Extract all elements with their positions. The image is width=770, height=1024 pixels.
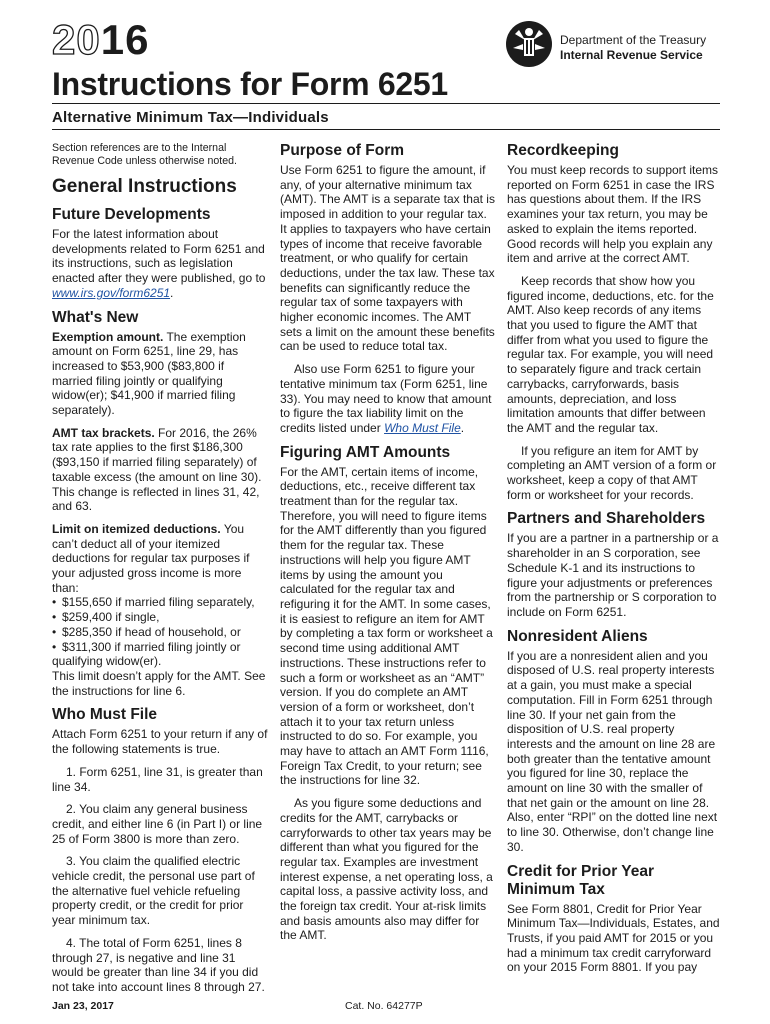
subtitle-rule [52, 129, 720, 130]
form-year [52, 16, 149, 64]
heading-nonresident-aliens: Nonresident Aliens [507, 627, 648, 645]
heading-recordkeeping: Recordkeeping [507, 142, 619, 159]
nonresident-paragraph: If you are a nonresident alien and you disposed of U.S. real property interests at a gain, you must make a special computation. Fill in Form 6251 through line 30. If your net gain from the disposition of U.S. real property interests and the amount on line 28 are both greater than the tentative amount you figured for line 30, replace the amount on line 30 with the smaller of that net gain or the amount on line 28. Also, enter “RPI” on the dotted line next to line 30. Otherwise, don’t change line 30. [507, 648, 718, 854]
limit-after-text: This limit doesn’t apply for the AMT. See the instructions for line 6. [52, 668, 266, 698]
who-must-file-link[interactable]: Who Must File [384, 420, 461, 435]
footer-date: Jan 23, 2017 [52, 1000, 114, 1012]
who-item-3: 3. You claim the qualified electric vehicle credit, the personal use part of the alternative fuel vehicle refueling property credit, or the credit for prior year minimum tax. [52, 854, 255, 928]
heading-purpose-of-form: Purpose of Form [280, 142, 405, 159]
column-1 [52, 142, 268, 1003]
heading-general-instructions: General Instructions [52, 176, 237, 197]
department-name: Department of the Treasury [560, 33, 707, 47]
list-item: • $155,650 if married filing separately, [52, 595, 268, 610]
purpose-paragraph-2: Also use Form 6251 to figure your tentative minimum tax (Form 6251, line 33). You may need to know that amount to figure the tax liability limit on the credits listed under Who Must File. [280, 362, 492, 435]
column-2 [280, 142, 496, 951]
section-note: Section references are to the Internal Revenue Code unless otherwise noted. [52, 142, 237, 167]
exemption-paragraph: Exemption amount. The exemption amount on Form 6251, line 29, has increased to $53,900 ($83,800 if married filing jointly or qualifying widow(er); $41,900 if married filing separately). [52, 329, 246, 418]
list-item: • $259,400 if single, [52, 610, 268, 625]
who-item-2: 2. You claim any general business credit, and either line 6 (in Part I) or line 25 of Form 3800 is more than zero. [52, 802, 263, 846]
recordkeeping-paragraph-3: If you refigure an item for AMT by completing an AMT version of a form or worksheet, keep a copy of that AMT form or worksheet for your records. [507, 443, 717, 502]
footer-catalog-number: Cat. No. 64277P [345, 1000, 423, 1012]
income-limit-list [52, 595, 268, 654]
column-3 [507, 142, 723, 983]
year-solid: 16 [100, 16, 150, 63]
future-developments-text: For the latest information about developments related to Form 6251 and its instructions, such as legislation enacted after they were published, go to www.irs.gov/form6251. [52, 227, 266, 300]
who-item-1: 1. Form 6251, line 31, is greater than line 34. [52, 764, 263, 794]
page-title: Instructions for Form 6251 [52, 66, 448, 102]
recordkeeping-paragraph-1: You must keep records to support items reported on Form 6251 in case the IRS has questions about them. If the IRS examines your tax return, you may be asked to explain the items reported. Good records will help you explain any item and arrive at the correct AMT. [507, 163, 718, 266]
irs-eagle-logo-icon [505, 20, 553, 68]
recordkeeping-paragraph-2: Keep records that show how you figured income, deductions, etc. for the AMT. Also keep records of any items that you used to figure the AMT that differ from what you used to figure the regular tax. For example, you will need to separately figure and track certain carrybacks, carryforwards, basis amounts, depreciation, and loss limitation amounts that differ between the AMT and the regular tax. [507, 273, 714, 435]
page-subtitle: Alternative Minimum Tax—Individuals [52, 109, 329, 126]
year-outline: 20 [52, 16, 101, 63]
partners-paragraph: If you are a partner in a partnership or a shareholder in an S corporation, see Schedule K-1 and its instructions to figure your adjustments or preferences from the partnership or S corporation to include on Form 6251. [507, 531, 719, 619]
heading-partners-shareholders: Partners and Shareholders [507, 510, 706, 528]
heading-future-developments: Future Developments [52, 206, 211, 223]
list-item: • $285,350 if head of household, or [52, 625, 268, 640]
amt-brackets-paragraph: AMT tax brackets. For 2016, the 26% tax rate applies to the first $186,300 ($93,150 if married filing separately) of taxable excess (the amount on line 30). This change is reflected in lines 31, 42, and 63. [52, 425, 262, 514]
purpose-paragraph-1: Use Form 6251 to figure the amount, if any, of your alternative minimum tax (AMT). The AMT is a separate tax that is imposed in addition to your regular tax. It applies to taxpayers who have certain types of income that receive favorable treatment, or who qualify for certain deductions, under the tax law. These tax benefits can significantly reduce the regular tax of some taxpayers with higher economic incomes. The AMT sets a limit on the amount these benefits can be used to reduce total tax. [280, 163, 495, 354]
heading-credit-prior-year: Credit for Prior Year Minimum Tax [507, 862, 655, 898]
who-item-4: 4. The total of Form 6251, lines 8 through 27, is negative and line 31 would be greater than line 34 if you did not take into account lines 8 through 27. [52, 935, 265, 994]
bullet-tail: qualifying widow(er). [52, 654, 162, 669]
credit-paragraph: See Form 8801, Credit for Prior Year Minimum Tax—Individuals, Estates, and Trusts, if you paid AMT for 2015 or you had a minimum tax credit carryforward on your 2015 Form 8801. If you pay [507, 901, 720, 975]
who-must-file-text: Attach Form 6251 to your return if any of the following statements is true. [52, 727, 268, 757]
heading-who-must-file: Who Must File [52, 706, 158, 724]
agency-name: Internal Revenue Service [560, 48, 703, 62]
limit-paragraph: Limit on itemized deductions. You can’t deduct all of your itemized deductions for regular tax purposes if your adjusted gross income is more than: [52, 521, 250, 595]
agency-block [560, 33, 706, 63]
heading-whats-new: What's New [52, 308, 139, 326]
heading-figuring-amt-amounts: Figuring AMT Amounts [280, 443, 451, 461]
list-item: • $311,300 if married filing jointly or [52, 640, 268, 655]
title-rule [52, 103, 720, 104]
figuring-paragraph-1: For the AMT, certain items of income, deductions, etc., receive different tax treatment than for the regular tax. Therefore, you will need to figure items for the AMT differently than you figured them for the regular tax. These instructions will help you figure AMT items by using the amount you calculated for the regular tax and refiguring it for the AMT. In some cases, it is easiest to refigure an item for AMT by completing a tax form or worksheet a second time using additional AMT instructions. These instructions refer to such a form or worksheet as an “AMT” version. If you do complete an AMT version of a form or worksheet, don’t attach it to your tax return unless instructed to do so. For example, you may have to attach an AMT Form 1116, Foreign Tax Credit, to your return; see the instructions for line 32. [280, 464, 493, 788]
figuring-paragraph-2: As you figure some deductions and credits for the AMT, carrybacks or carryforwards to other tax years may be different than what you figured for the regular tax. Examples are investment interest expense, a net operating loss, a capital loss, a passive activity loss, and the foreign tax credit. Your at-risk limits and basis amounts also may differ for the AMT. [280, 796, 493, 943]
form6251-link[interactable]: www.irs.gov/form6251 [52, 285, 171, 300]
